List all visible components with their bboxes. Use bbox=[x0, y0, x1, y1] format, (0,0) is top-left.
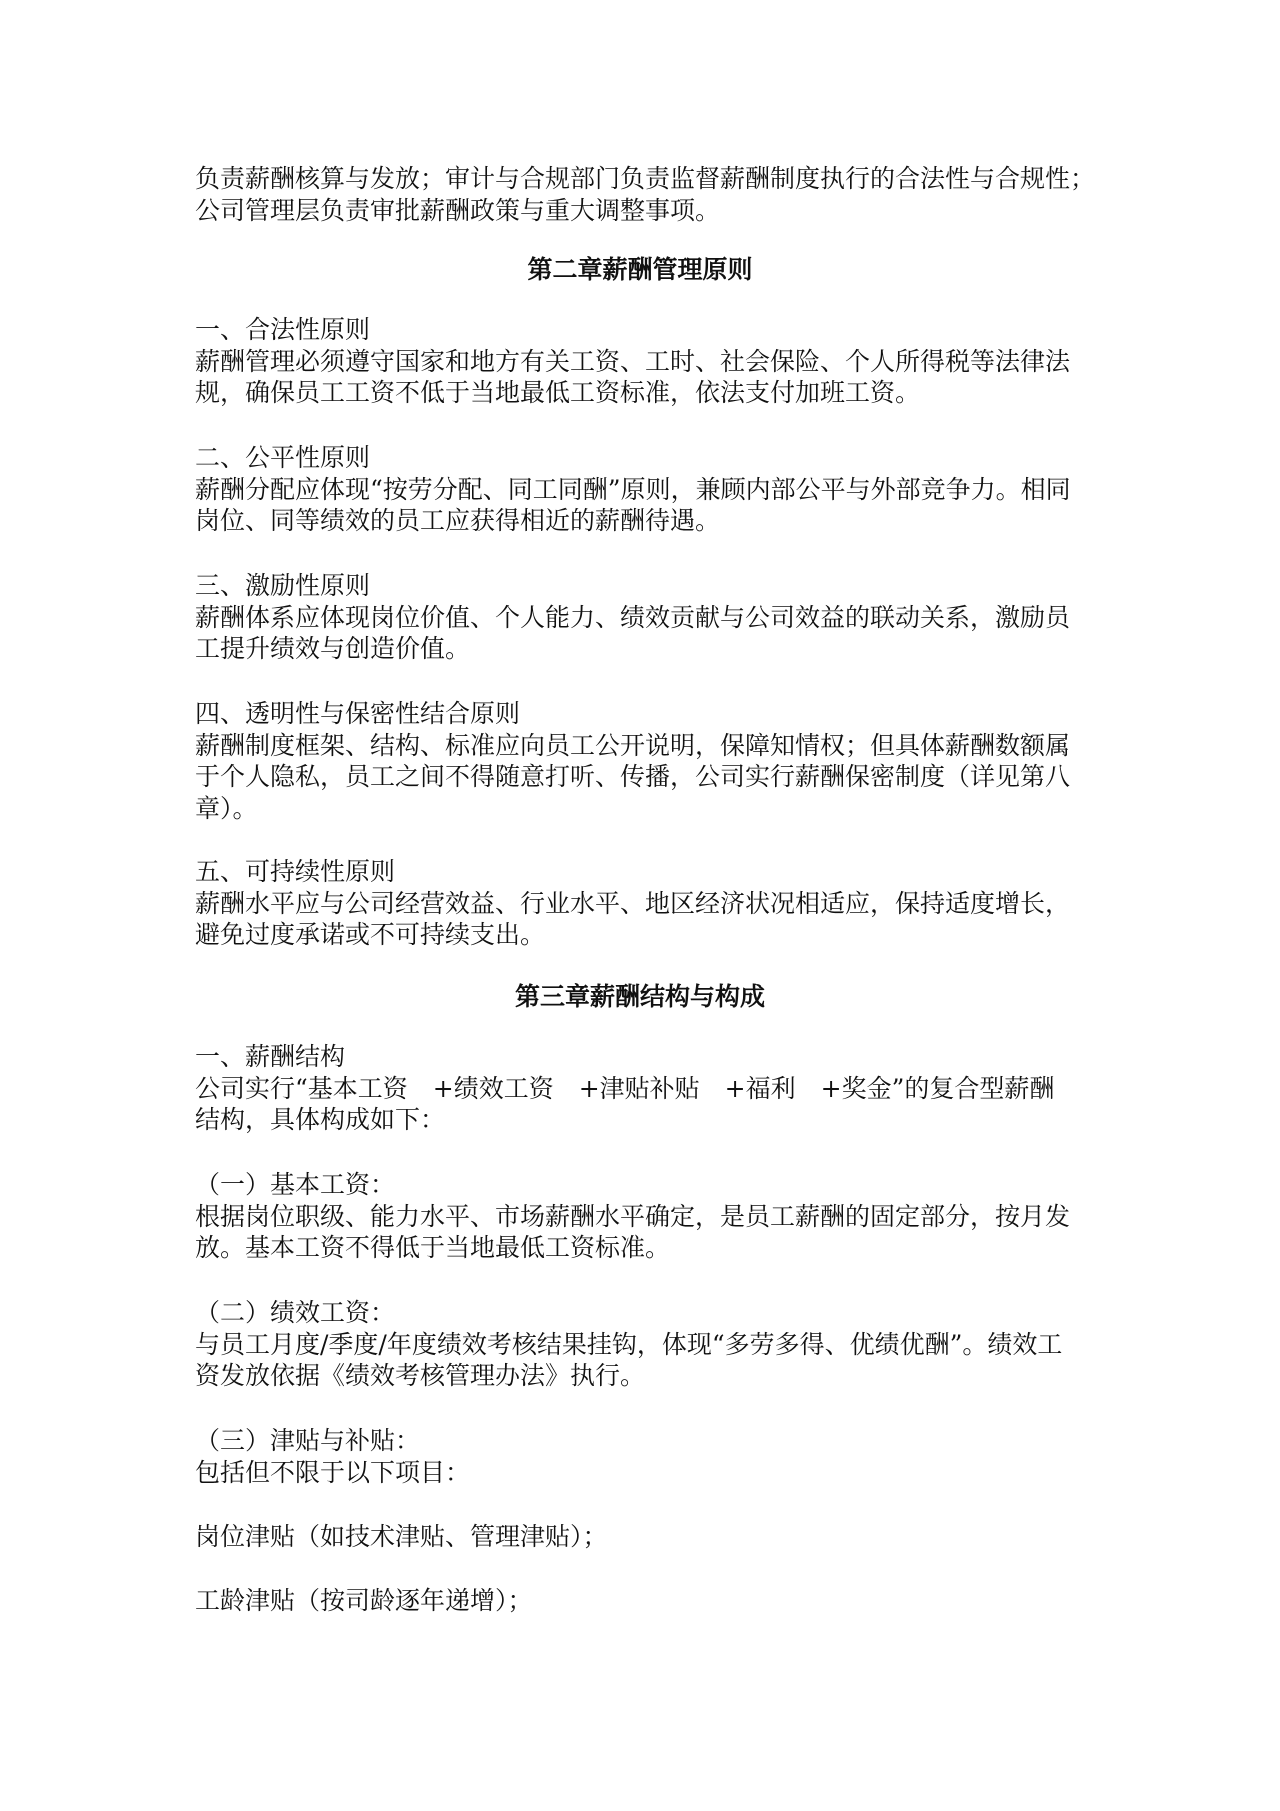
text-line: 薪酬制度框架、结构、标准应向员工公开说明，保障知情权；但具体薪酬数额属 bbox=[195, 730, 1071, 760]
text-line: 于个人隐私，员工之间不得随意打听、传播，公司实行薪酬保密制度（详见第八 bbox=[195, 762, 1071, 792]
chapter-2-title: 第二章薪酬管理原则 bbox=[527, 255, 753, 284]
text-line: 公司实行“基本工资 +绩效工资 +津贴补贴 +福利 +奖金”的复合型薪酬 bbox=[195, 1073, 1055, 1103]
item-heading: （二）绩效工资： bbox=[195, 1298, 396, 1327]
section-transparency bbox=[195, 698, 1095, 824]
item-base-salary bbox=[195, 1169, 1095, 1264]
section-heading: 二、公平性原则 bbox=[195, 443, 371, 472]
allowance-list-item: 工龄津贴（按司龄逐年递增）； bbox=[195, 1586, 533, 1615]
allowance-list-item: 岗位津贴（如技术津贴、管理津贴）； bbox=[195, 1522, 608, 1551]
text-line: 薪酬分配应体现“按劳分配、同工同酬”原则，兼顾内部公平与外部竞争力。相同 bbox=[195, 474, 1071, 504]
text-line: 规，确保员工工资不低于当地最低工资标准，依法支付加班工资。 bbox=[195, 378, 921, 408]
section-fairness bbox=[195, 442, 1095, 537]
section-heading: 三、激励性原则 bbox=[195, 571, 371, 600]
chapter-3-title: 第三章薪酬结构与构成 bbox=[514, 982, 765, 1011]
section-heading: 一、合法性原则 bbox=[195, 315, 371, 344]
section-heading: 四、透明性与保密性结合原则 bbox=[195, 699, 521, 728]
section-sustainability bbox=[195, 856, 1095, 951]
text-line: 薪酬水平应与公司经营效益、行业水平、地区经济状况相适应，保持适度增长， bbox=[195, 888, 1071, 918]
text-line: 负责薪酬核算与发放；审计与合规部门负责监督薪酬制度执行的合法性与合规性； bbox=[195, 164, 1096, 193]
text-line: 薪酬管理必须遵守国家和地方有关工资、工时、社会保险、个人所得税等法律法 bbox=[195, 346, 1071, 376]
intro-paragraph bbox=[195, 163, 1095, 226]
text-line: 放。基本工资不得低于当地最低工资标准。 bbox=[195, 1233, 671, 1263]
text-line: 工提升绩效与创造价值。 bbox=[195, 634, 471, 664]
item-performance-pay bbox=[195, 1297, 1095, 1392]
text-line: 包括但不限于以下项目： bbox=[195, 1457, 471, 1487]
text-line: 薪酬体系应体现岗位价值、个人能力、绩效贡献与公司效益的联动关系，激励员 bbox=[195, 602, 1071, 632]
text-line: 公司管理层负责审批薪酬政策与重大调整事项。 bbox=[195, 195, 721, 225]
section-legality bbox=[195, 314, 1095, 409]
item-heading: （一）基本工资： bbox=[195, 1170, 396, 1199]
text-line: 避免过度承诺或不可持续支出。 bbox=[195, 920, 546, 950]
text-line: 根据岗位职级、能力水平、市场薪酬水平确定，是员工薪酬的固定部分，按月发 bbox=[195, 1201, 1071, 1231]
section-heading: 五、可持续性原则 bbox=[195, 857, 396, 886]
text-line: 章）。 bbox=[195, 793, 258, 823]
item-allowances bbox=[195, 1425, 1095, 1488]
item-heading: （三）津贴与补贴： bbox=[195, 1426, 421, 1455]
text-line: 结构，具体构成如下： bbox=[195, 1105, 446, 1135]
section-structure bbox=[195, 1041, 1095, 1136]
section-heading: 一、薪酬结构 bbox=[195, 1042, 346, 1071]
text-line: 与员工月度/季度/年度绩效考核结果挂钩，体现“多劳多得、优绩优酬”。绩效工 bbox=[195, 1329, 1063, 1359]
section-incentive bbox=[195, 570, 1095, 665]
text-line: 岗位、同等绩效的员工应获得相近的薪酬待遇。 bbox=[195, 506, 721, 536]
text-line: 资发放依据《绩效考核管理办法》执行。 bbox=[195, 1361, 646, 1391]
